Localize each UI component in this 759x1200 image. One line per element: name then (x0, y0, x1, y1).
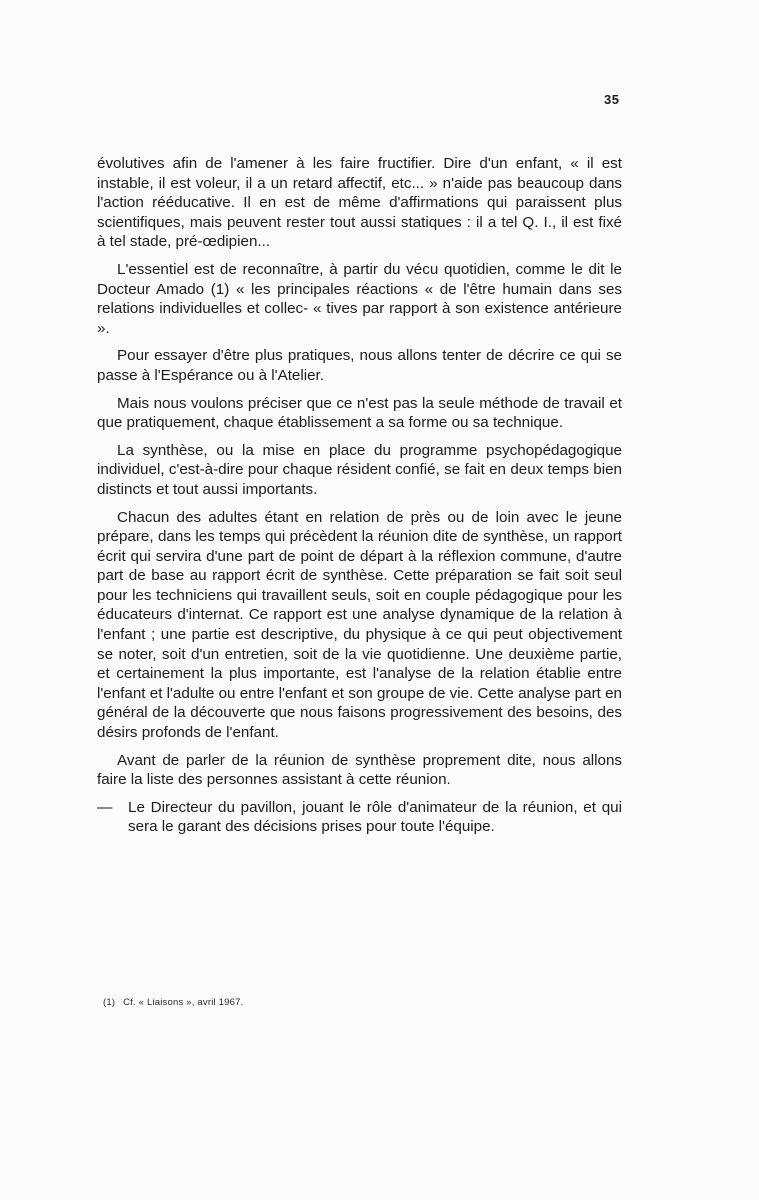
list-item (97, 798, 622, 837)
paragraph: Mais nous voulons préciser que ce n'est pas la seule méthode de travail et que pratiquement, chaque établissement a sa forme ou sa technique. (97, 394, 622, 432)
paragraph: L'essentiel est de reconnaître, à partir du vécu quotidien, comme le dit le Docteur Amado (1) « les principales réactions « de l'être humain dans ses relations individuelles et collec- « tives par rapport à son existence antérieure ». (97, 260, 622, 337)
paragraph: La synthèse, ou la mise en place du programme psychopédagogique individuel, c'est-à-dire pour chaque résident confié, se fait en deux temps bien distincts et tout aussi importants. (97, 441, 622, 498)
footnote-marker: (1) (103, 997, 116, 1008)
footnote-text: Cf. « Liaisons », avril 1967. (123, 997, 244, 1008)
body-text (97, 154, 622, 837)
list-dash: — (97, 798, 113, 816)
paragraph: évolutives afin de l'amener à les faire fructifier. Dire d'un enfant, « il est instable, il est voleur, il a un retard affectif, etc... » n'aide pas beaucoup dans l'action rééducative. Il en est de même d'affirmations qui paraissent plus scientifiques, mais peuvent rester tout aussi statiques : il a tel Q. I., il est fixé à tel stade, pré-œdipien... (97, 155, 622, 251)
page-number: 35 (604, 92, 620, 107)
paragraph: Chacun des adultes étant en relation de près ou de loin avec le jeune prépare, dans les temps qui précèdent la réunion dite de synthèse, un rapport écrit qui servira d'une part de point de départ à la réflexion commune, d'autre part de base au rapport écrit de synthèse. Cette préparation se fait soit seul pour les techniciens qui travaillent seuls, soit en couple pédagogique pour les éducateurs d'internat. Ce rapport est une analyse dynamique de la relation à l'enfant ; une partie est descriptive, du physique à ce qui peut objectivement se noter, soit d'un entretien, soit de la vie quotidienne. Une deuxième partie, et certainement la plus importante, est l'analyse de la relation établie entre l'enfant et l'adulte ou entre l'enfant et son groupe de vie. Cette analyse part en général de la découverte que nous faisons progressivement des besoins, des désirs profonds de l'enfant. (97, 508, 622, 742)
paragraph: Avant de parler de la réunion de synthèse proprement dite, nous allons faire la liste des personnes assistant à cette réunion. (97, 751, 622, 789)
list-item-text: Le Directeur du pavillon, jouant le rôle d'animateur de la réunion, et qui sera le garant des décisions prises pour toute l'équipe. (128, 798, 622, 836)
footnote (103, 997, 243, 1008)
paragraph: Pour essayer d'être plus pratiques, nous allons tenter de décrire ce qui se passe à l'Espérance ou à l'Atelier. (97, 347, 622, 384)
